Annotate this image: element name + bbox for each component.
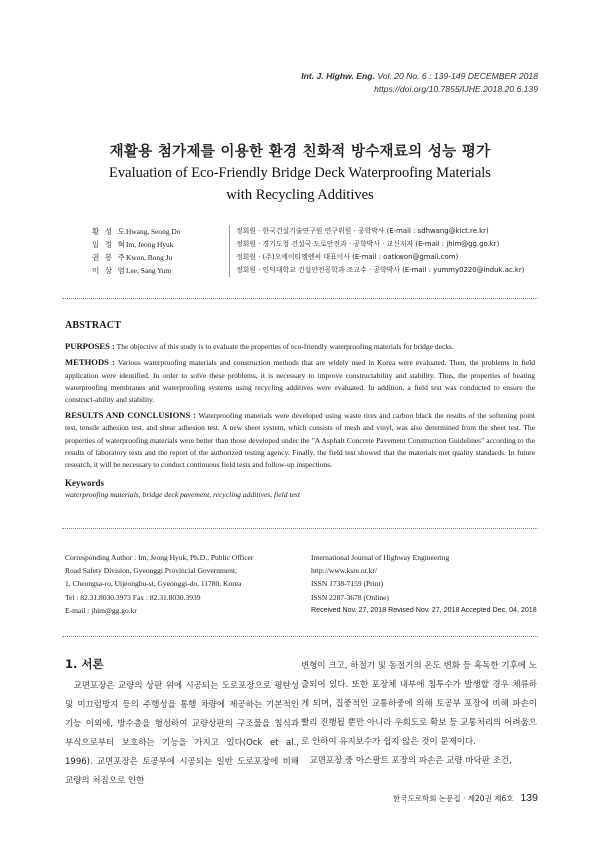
journal-volume: Vol. 20 No. 6 : 139-149 DECEMBER 2018: [374, 71, 538, 81]
author-list: [92, 225, 524, 277]
issn-print: ISSN 1738-7159 (Print): [311, 579, 384, 589]
journal-name: International Journal of Highway Engineering: [311, 553, 450, 562]
corr-email[interactable]: E-mail : jhim@gg.go.kr: [65, 605, 137, 615]
keywords-heading: Keywords: [65, 478, 104, 489]
title-english: Evaluation of Eco-Friendly Bridge Deck Waterproofing Materials with Recycling Additives: [109, 165, 491, 203]
body-paragraph: 교면포장 중 아스팔트 포장의 파손은 교량 바닥판 조건,: [309, 756, 512, 766]
corr-line: 1, Cheongsa-ro, Uijeongbu-si, Gyeonggi-do, 11780, Korea: [65, 579, 242, 589]
purposes-label: PURPOSES :: [65, 341, 115, 352]
author-row: [92, 264, 524, 277]
footer-journal-text: 한국도로학회 논문집 · 제20권 제6호: [393, 794, 514, 803]
author-affiliation: 정회원 · 한국건설기술연구원 연구위원 · 공학박사 (E-mail : sdhwang@kict.re.kr): [236, 227, 489, 235]
abstract-heading: ABSTRACT: [65, 320, 122, 331]
body-column-right: [301, 657, 537, 771]
issn-online: ISSN 2287-3678 (Online): [311, 592, 389, 602]
divider-dotted: [62, 528, 538, 529]
journal-info-block: [311, 551, 537, 617]
author-name-english: Lee, Sang Yum: [126, 264, 230, 277]
article-dates: Received Nov. 27, 2018 Revised Nov. 27, 2018 Accepted Dec. 04, 2018: [311, 605, 537, 614]
author-row: [92, 251, 524, 264]
purposes-text: The objective of this study is to evaluate the properties of eco-friendly waterproofing materials for bridge decks.: [114, 342, 454, 352]
section-heading-introduction: 1. 서론: [65, 657, 104, 671]
body-paragraph: 변형이 크고, 하절기 및 동절기의 온도 변화 등 혹독한 기후에 노출되어 있다. 또한 포장체 내부에 침투수가 발생할 경우 체류하게 되며, 집중적인 교통하중에 의해 토공부 포장에 비해 파손이 빨리 진행될 뿐만 아니라 우회도로 확보 등 교통처리의 어려움으로 인하여 유지보수가 쉽지 않은 것이 문제이다.: [301, 661, 537, 747]
keywords-list: waterproofing materials, bridge deck pavement, recycling additives, field test: [65, 490, 301, 500]
journal-header: [301, 70, 538, 96]
results-label: RESULTS AND CONCLUSIONS :: [65, 410, 197, 421]
author-name-english: Hwang, Seong Do: [126, 225, 230, 238]
abstract-section: [65, 320, 535, 502]
author-affiliation: 정회원 · (주)오에이티엠엔씨 대표이사 (E-mail : oatkwon@gmail.com): [236, 253, 459, 261]
divider-dotted: [62, 298, 538, 299]
doi-link[interactable]: https://doi.org/10.7855/IJHE.2018.20.6.139: [374, 84, 538, 94]
corr-line: Corresponding Author : Im, Jeong Hyuk, Ph.D., Public Officer: [65, 553, 254, 562]
body-paragraph: 교면포장은 교량의 상판 위에 시공되는 도로포장으로 평탄성 및 미끄럼방지 등의 주행성을 통행 차량에 제공하는 기본적인 기능 이외에, 방수층을 형성하여 교량상판의 구조물을 침식과 부식으로부터 보호하는 기능을 가지고 있다(Ock et al., 1996). 교면포장은 토공부에 시공되는 일반 도로포장에 비해 교량의 처짐으로 인한: [65, 681, 299, 786]
abstract-methods: [65, 356, 535, 406]
body-column-left: [65, 657, 299, 791]
author-row: [92, 238, 524, 251]
author-name-korean: 권 봉 주: [92, 253, 127, 262]
journal-url[interactable]: http://www.ksre.or.kr/: [311, 566, 377, 576]
page-footer: [393, 792, 538, 804]
author-name-korean: 임 정 혁: [92, 240, 127, 249]
methods-text: Various waterproofing materials and construction methods that are widely used in Korea were evaluated. Then, the problems in field application were identified. In order to solve these problems, it is necessary to improve constructability and stability. Thus, the properties of heating waterproofing membranes and waterproofing systems using recycling additives were evaluated. In addition, a field test was conducted to ensure the construct-ability and stability.: [65, 358, 535, 405]
author-name-korean: 황 성 도: [92, 227, 127, 236]
page-number: 139: [520, 792, 538, 804]
author-name-english: Kwon, Bong Ju: [126, 251, 230, 264]
corr-line: Tel : 82.31.8030.3973 Fax : 82.31.8030.3939: [65, 592, 201, 602]
author-name-english: Im, Jeong Hyuk: [126, 238, 230, 251]
title-korean: 재활용 첨가제를 이용한 환경 친화적 방수재료의 성능 평가: [109, 144, 491, 160]
methods-label: METHODS :: [65, 357, 116, 368]
divider-dotted: [62, 636, 538, 637]
corresponding-author-block: [65, 551, 253, 617]
journal-citation: [301, 70, 538, 83]
results-text: Waterproofing materials were developed using waste tires and carbon black the results of the softening point test, tensile adhesion test, and shear adhesion test. A new sheet system, which consists of mesh and vinyl, was also determined from the sheet test. The properties of waterproofing materials were better than those developed under the "A Asphalt Concrete Pavement Construction Guidelines" according to the results of laboratory tests and the report of the authorized testing agency. Finally, the field test showed that the materials met quality standards. In future research, it will be necessary to conduct continuous field tests and follow-up inspections.: [65, 411, 535, 470]
corr-line: Road Safety Division, Gyeonggi Provincial Government,: [65, 566, 237, 576]
author-affiliation: 정회원 · 경기도청 건설국 도로안전과 · 공학박사 · 교신저자 (E-mail : jhim@gg.go.kr): [236, 240, 500, 248]
abstract-results: [65, 409, 535, 471]
journal-abbrev: Int. J. Highw. Eng.: [301, 71, 375, 81]
author-affiliation: 정회원 · 인덕대학교 건설안전공학과 조교수 · 공학박사 (E-mail : yummy0220@induk.ac.kr): [236, 266, 525, 274]
abstract-purposes: [65, 340, 535, 353]
author-name-korean: 이 상 염: [92, 266, 127, 275]
author-row: [92, 225, 524, 238]
